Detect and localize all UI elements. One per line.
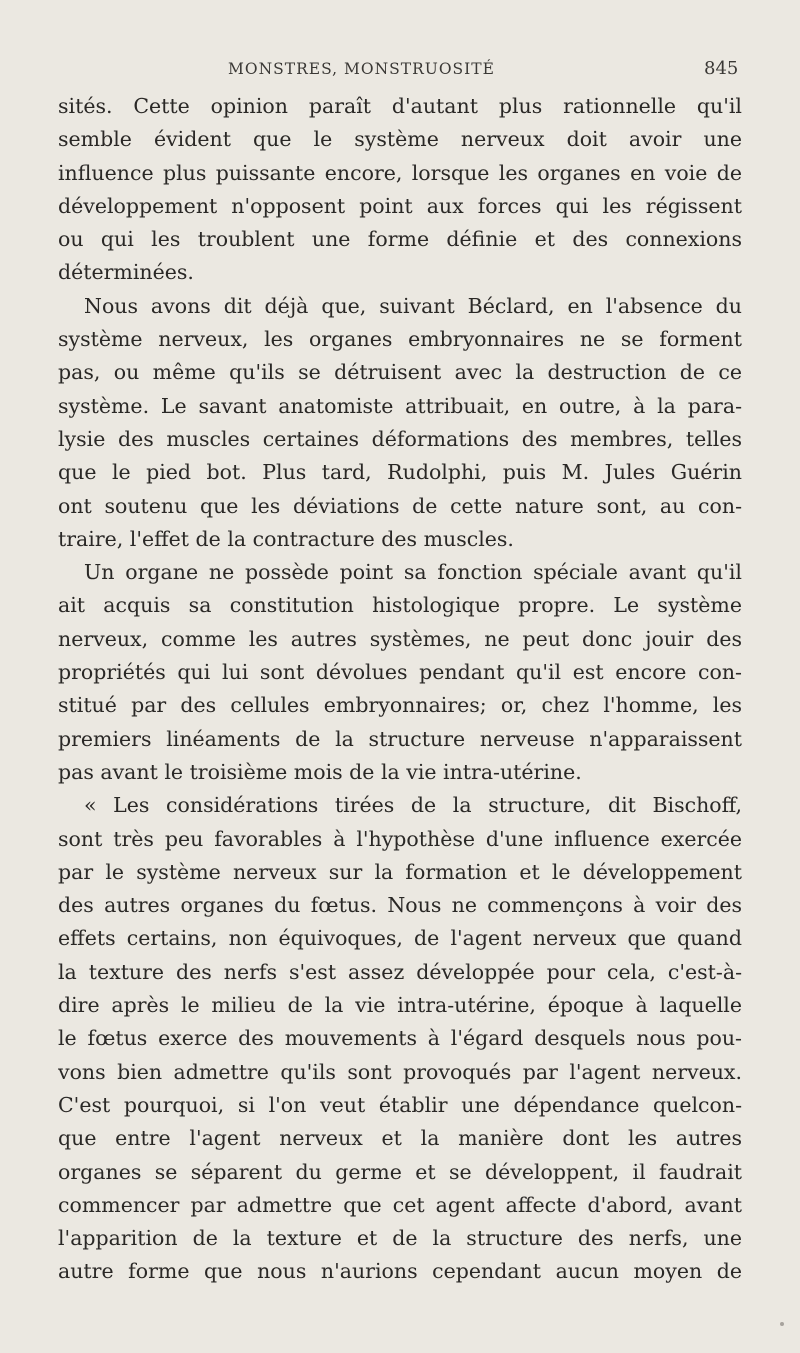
text-line: ait acquis sa constitution histologique propre. Le système: [58, 593, 742, 618]
text-line: Un organe ne possède point sa fonction spéciale avant qu'il: [84, 560, 742, 585]
paper-speck: [780, 1322, 784, 1326]
text-line: stitué par des cellules embryonnaires; or, chez l'homme, les: [58, 693, 742, 718]
text-line: sont très peu favorables à l'hypothèse d'une influence exercée: [58, 826, 742, 851]
text-line: pas, ou même qu'ils se détruisent avec la destruction de ce: [58, 360, 742, 385]
text-line: propriétés qui lui sont dévolues pendant qu'il est encore con-: [58, 660, 742, 685]
text-line: pas avant le troisième mois de la vie intra-utérine.: [58, 759, 582, 784]
text-line: vons bien admettre qu'ils sont provoqués par l'agent nerveux.: [58, 1059, 742, 1084]
text-line: que le pied bot. Plus tard, Rudolphi, puis M. Jules Guérin: [58, 460, 742, 485]
text-line: système nerveux, les organes embryonnaires ne se forment: [58, 327, 742, 352]
text-line: nerveux, comme les autres systèmes, ne peut donc jouir des: [58, 626, 742, 651]
text-line: dire après le milieu de la vie intra-utérine, époque à laquelle: [58, 993, 742, 1018]
text-line: effets certains, non équivoques, de l'agent nerveux que quand: [58, 926, 742, 951]
text-line: commencer par admettre que cet agent affecte d'abord, avant: [58, 1192, 742, 1217]
text-line: ou qui les troublent une forme définie et des connexions: [58, 227, 742, 252]
text-line: lysie des muscles certaines déformations des membres, telles: [58, 426, 742, 451]
text-line: développement n'opposent point aux forces qui les régissent: [58, 193, 742, 218]
text-line: premiers linéaments de la structure nerveuse n'apparaissent: [58, 726, 742, 751]
text-line: autre forme que nous n'aurions cependant aucun moyen de: [58, 1259, 742, 1284]
page-number: 845: [704, 58, 739, 79]
text-line: influence plus puissante encore, lorsque les organes en voie de: [58, 160, 742, 185]
text-line: le fœtus exerce des mouvements à l'égard desquels nous pou-: [58, 1026, 742, 1051]
text-line: ont soutenu que les déviations de cette nature sont, au con-: [58, 493, 742, 518]
text-line: système. Le savant anatomiste attribuait, en outre, à la para-: [58, 393, 742, 418]
text-line: organes se séparent du germe et se développent, il faudrait: [58, 1159, 742, 1184]
text-line: par le système nerveux sur la formation et le développement: [58, 859, 742, 884]
running-title: MONSTRES, MONSTRUOSITÉ: [228, 60, 495, 78]
text-line: semble évident que le système nerveux doit avoir une: [58, 127, 742, 152]
text-line: déterminées.: [58, 260, 194, 285]
text-line: la texture des nerfs s'est assez développée pour cela, c'est-à-: [58, 959, 742, 984]
text-line: Nous avons dit déjà que, suivant Béclard, en l'absence du: [84, 293, 742, 318]
text-line: l'apparition de la texture et de la structure des nerfs, une: [58, 1226, 742, 1251]
text-line: sités. Cette opinion paraît d'autant plus rationnelle qu'il: [58, 94, 742, 118]
text-line: traire, l'effet de la contracture des muscles.: [58, 526, 514, 551]
text-line: que entre l'agent nerveux et la manière dont les autres: [58, 1126, 742, 1151]
body-text: [58, 90, 742, 1289]
text-line: C'est pourquoi, si l'on veut établir une dépendance quelcon-: [58, 1092, 742, 1117]
text-line: « Les considérations tirées de la structure, dit Bischoff,: [84, 793, 742, 818]
text-line: des autres organes du fœtus. Nous ne commençons à voir des: [58, 893, 742, 918]
